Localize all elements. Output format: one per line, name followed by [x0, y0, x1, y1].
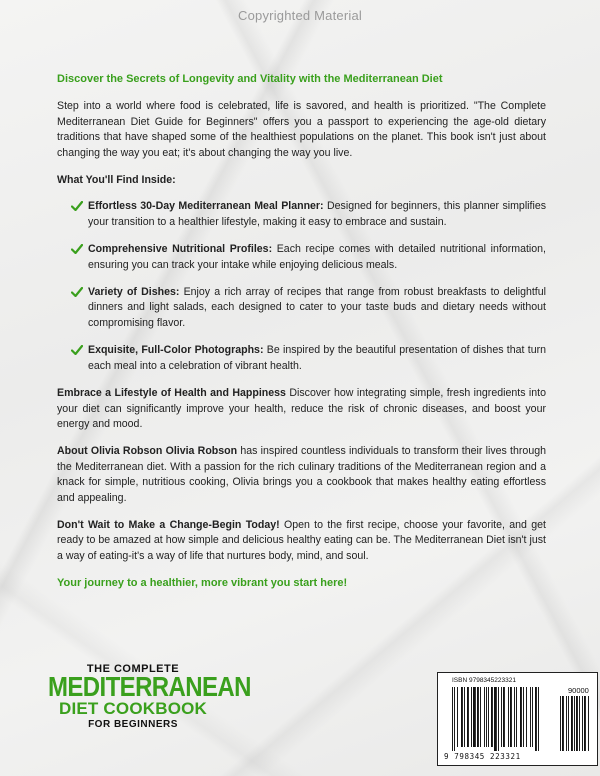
barcode-bar: [576, 696, 578, 751]
barcode-bar: [516, 687, 517, 747]
barcode-bar: [498, 687, 499, 751]
barcode-bar: [467, 687, 469, 747]
barcode-bar: [471, 687, 472, 747]
feature-item: [71, 199, 546, 230]
feature-item: [71, 242, 546, 273]
barcode-bar: [530, 687, 531, 747]
about-title: About Olivia Robson Olivia Robson: [57, 445, 238, 458]
checkmark-icon: [71, 244, 83, 254]
barcode-bar: [454, 687, 455, 751]
addon-barcode-bars: [560, 696, 592, 751]
barcode-box: [437, 672, 598, 766]
barcode-bar: [457, 687, 458, 747]
barcode-bar: [480, 687, 481, 747]
barcode-bar: [526, 687, 527, 747]
inside-heading: What You'll Find Inside:: [57, 174, 176, 187]
feature-text: Be inspired by the beautiful presentation of dishes that turn each meal into a celebration of vibrant health.: [88, 344, 547, 372]
barcode-bar: [473, 687, 476, 747]
barcode-bar: [535, 687, 537, 751]
barcode-bar: [486, 687, 487, 747]
barcode-bar: [508, 687, 509, 747]
about-paragraph: [57, 444, 546, 506]
barcode-bar: [510, 687, 512, 747]
feature-item: [71, 285, 546, 331]
barcode-bar: [538, 687, 539, 751]
about-text: has inspired countless individuals to transform their lives through the Mediterranean diet. With a passion for the rich culinary traditions of the Mediterranean region and a knack for simple, nutritious cooking, Olivia brings you a cookbook that makes healthy eating effortless and appealing.: [57, 445, 546, 504]
feature-title: Exquisite, Full-Color Photographs:: [88, 344, 264, 357]
barcode-digits: 9 798345 223321: [444, 752, 521, 761]
barcode-bar: [484, 687, 485, 747]
embrace-title: Embrace a Lifestyle of Health and Happiness: [57, 387, 286, 400]
logo-line-1: THE COMPLETE: [86, 663, 180, 675]
embrace-text: Discover how integrating simple, fresh ingredients into your diet can significantly improve your health, reduce the risk of chronic diseases, and boost your energy and mood.: [57, 387, 546, 430]
barcode-bar: [532, 687, 533, 747]
barcode-bar: [501, 687, 502, 747]
feature-text: Enjoy a rich array of recipes that range from robust breakfasts to delightful dinners and light salads, each designed to cater to your taste buds and dietary needs without compromising flavor.: [88, 286, 546, 329]
barcode-bar: [477, 687, 479, 747]
embrace-paragraph: [57, 386, 546, 432]
checkmark-icon: [71, 201, 83, 211]
barcode-bar: [523, 687, 524, 747]
intro-paragraph: Step into a world where food is celebrated, life is savored, and health is prioritized. "The Complete Mediterranean Diet Guide for Beginners" offers you a passport to experiencing the age-old dietary traditions that have shaped some of the healthiest populations on the planet. This book isn't just about changing the way you eat; it's about changing the way you live.: [57, 100, 546, 159]
feature-title: Comprehensive Nutritional Profiles:: [88, 243, 273, 256]
barcode-bars: [452, 687, 556, 751]
barcode-bar: [582, 696, 583, 751]
cta-text: Open to the first recipe, choose your favorite, and get ready to be amazed at how simple and delicious healthy eating can be. The Mediterranean Diet isn't just a way of eating-it's a way of life that nurtures body, mind, and soul.: [57, 518, 546, 562]
barcode-bar: [488, 687, 489, 747]
barcode-bar: [560, 696, 561, 751]
barcode-bar: [514, 687, 515, 747]
barcode-bar: [562, 696, 564, 751]
barcode-bar: [491, 687, 493, 747]
logo-line-3: DIET COOKBOOK: [58, 699, 208, 718]
book-logo: [48, 663, 251, 731]
barcode-bar: [566, 696, 567, 751]
feature-title: Variety of Dishes:: [88, 286, 180, 299]
barcode-bar: [568, 696, 569, 751]
barcode-bar: [588, 696, 589, 751]
barcode-bar: [452, 687, 453, 751]
cta-paragraph: [57, 518, 546, 564]
feature-item: [71, 343, 546, 374]
closing-line: Your journey to a healthier, more vibrant you start here!: [57, 577, 348, 590]
feature-text: Designed for beginners, this planner simplifies your transition to a healthier lifestyle, making it easy to embrace and sustain.: [88, 200, 547, 228]
barcode-bar: [464, 687, 465, 747]
checkmark-icon: [71, 287, 83, 297]
feature-text: Each recipe comes with detailed nutritional information, ensuring you can track your intake while enjoying delicious meals.: [88, 243, 546, 271]
logo-line-2: MEDITERRANEAN: [48, 671, 251, 703]
feature-title: Effortless 30-Day Mediterranean Meal Planner:: [88, 200, 324, 213]
barcode-bar: [461, 687, 463, 747]
checkmark-icon: [71, 345, 83, 355]
copyright-watermark: Copyrighted Material: [238, 8, 362, 23]
barcode-bar: [571, 696, 573, 751]
barcode-bar: [503, 687, 505, 747]
barcode-bar: [584, 696, 586, 751]
headline: Discover the Secrets of Longevity and Vitality with the Mediterranean Diet: [57, 73, 443, 85]
barcode-bar: [494, 687, 497, 751]
price-code: 90000: [568, 686, 589, 695]
feature-list: [57, 199, 546, 374]
cover-text: [57, 72, 546, 592]
barcode-bar: [520, 687, 522, 747]
barcode-bar: [579, 696, 580, 751]
logo-line-4: FOR BEGINNERS: [88, 719, 178, 730]
cta-title: Don't Wait to Make a Change-Begin Today!: [57, 518, 280, 531]
isbn-text: ISBN 9798345223321: [452, 677, 516, 684]
barcode-bar: [574, 696, 575, 751]
